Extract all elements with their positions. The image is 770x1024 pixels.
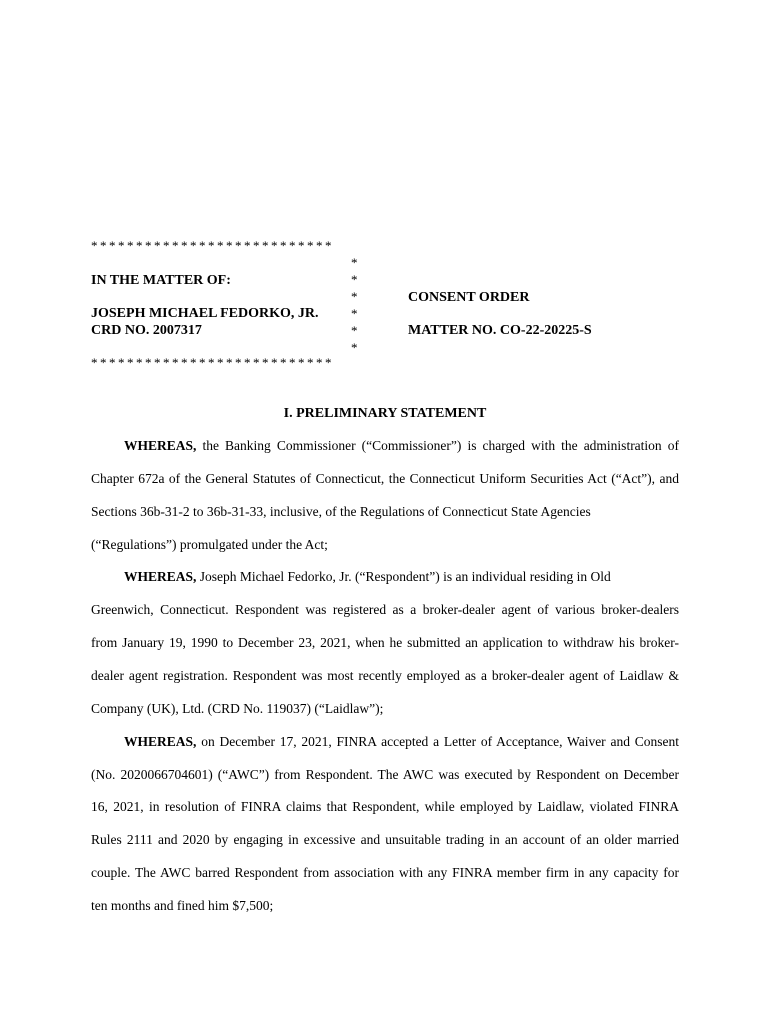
paragraph-line: Rules 2111 and 2020 by engaging in excessive and unsuitable trading in an account of an older married <box>91 832 679 847</box>
caption-top-border: *************************** <box>91 238 334 253</box>
section-heading: I. PRELIMINARY STATEMENT <box>283 406 487 421</box>
paragraph-line: Greenwich, Connecticut. Respondent was registered as a broker-dealer agent of various broker-dealers <box>91 602 679 617</box>
matter-number: MATTER NO. CO-22-20225-S <box>408 323 592 338</box>
caption-side-star: * <box>351 272 358 287</box>
respondent-name: JOSEPH MICHAEL FEDORKO, JR. <box>91 306 319 321</box>
paragraph-line: Chapter 672a of the General Statutes of Connecticut, the Connecticut Uniform Securities Act (“Act”), and <box>91 471 679 486</box>
caption-side-star: * <box>351 306 358 321</box>
paragraph-line: Sections 36b-31-2 to 36b-31-33, inclusive, of the Regulations of Connecticut State Agencies <box>91 504 591 519</box>
paragraph-line: WHEREAS, Joseph Michael Fedorko, Jr. (“Respondent”) is an individual residing in Old <box>124 569 611 584</box>
caption-side-star: * <box>351 340 358 355</box>
crd-number: CRD NO. 2007317 <box>91 323 202 338</box>
caption-bottom-border: *************************** <box>91 355 334 370</box>
paragraph-line: 16, 2021, in resolution of FINRA claims that Respondent, while employed by Laidlaw, violated FINRA <box>91 799 679 814</box>
paragraph-line: (“Regulations”) promulgated under the Act; <box>91 537 328 552</box>
order-title: CONSENT ORDER <box>408 290 530 305</box>
paragraph-line: Company (UK), Ltd. (CRD No. 119037) (“Laidlaw”); <box>91 701 384 716</box>
in-the-matter-label: IN THE MATTER OF: <box>91 273 231 288</box>
paragraph-line: dealer agent registration. Respondent was most recently employed as a broker-dealer agent of Laidlaw & <box>91 668 679 683</box>
paragraph-line: ten months and fined him $7,500; <box>91 898 274 913</box>
whereas-lead: WHEREAS, <box>124 438 197 453</box>
caption-side-star: * <box>351 323 358 338</box>
caption-side-star: * <box>351 289 358 304</box>
whereas-lead: WHEREAS, <box>124 734 197 749</box>
paragraph-line: WHEREAS, the Banking Commissioner (“Commissioner”) is charged with the administration of <box>124 438 679 453</box>
paragraph-line: (No. 2020066704601) (“AWC”) from Respondent. The AWC was executed by Respondent on December <box>91 767 679 782</box>
caption-side-star: * <box>351 255 358 270</box>
paragraph-line: WHEREAS, on December 17, 2021, FINRA accepted a Letter of Acceptance, Waiver and Consent <box>124 734 679 749</box>
paragraph-line: couple. The AWC barred Respondent from association with any FINRA member firm in any capacity for <box>91 865 679 880</box>
paragraph-line: from January 19, 1990 to December 23, 2021, when he submitted an application to withdraw his broker- <box>91 635 679 650</box>
whereas-lead: WHEREAS, <box>124 569 197 584</box>
